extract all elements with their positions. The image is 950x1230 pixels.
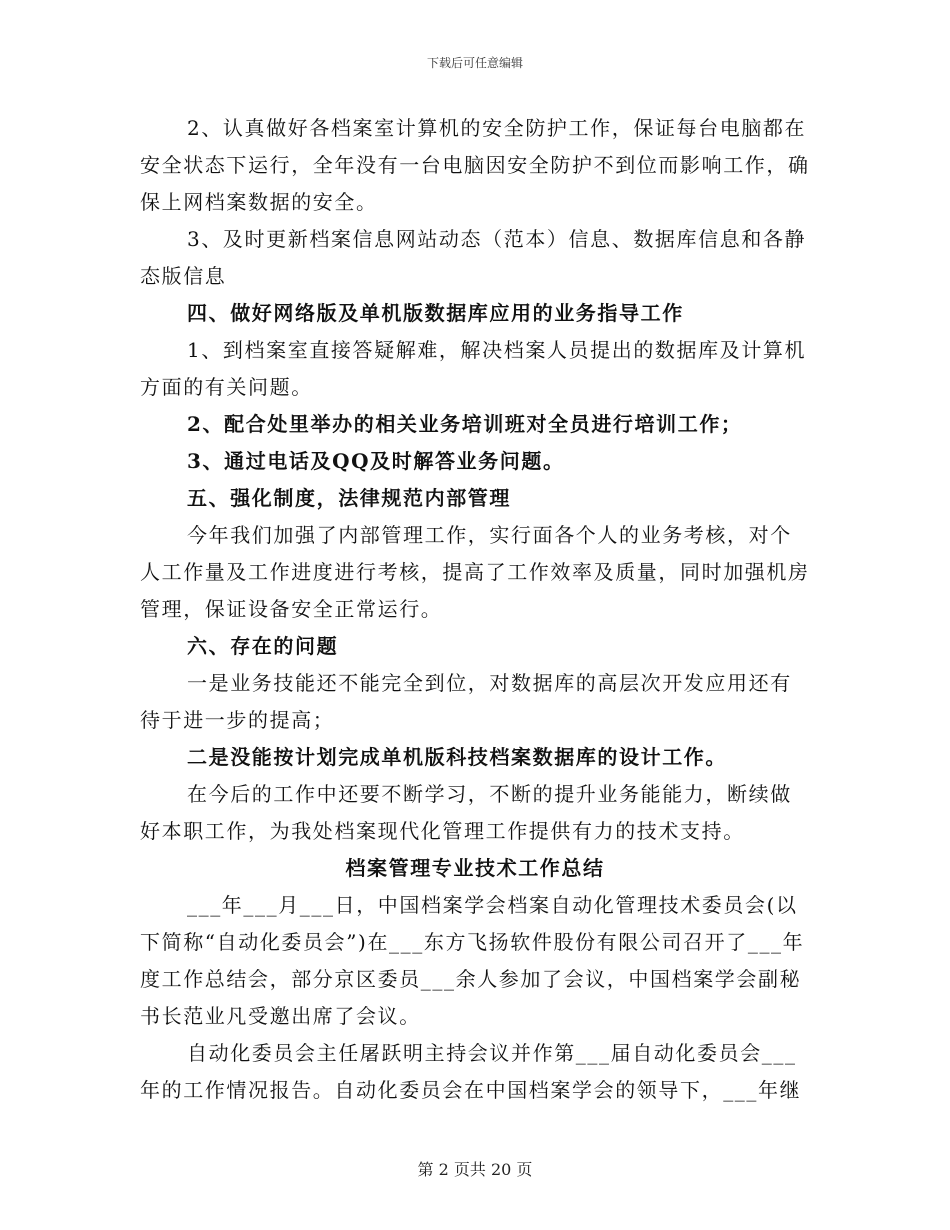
paragraph: 1、到档案室直接答疑解难，解决档案人员提出的数据库及计算机方面的有关问题。 [140,338,807,399]
paragraph: 在今后的工作中还要不断学习，不断的提升业务能能力，断续做好本职工作，为我处档案现代化管理工作提供有力的技术支持。 [140,782,792,843]
paragraph-bold: 二是没能按计划完成单机版科技档案数据库的设计工作。 [187,745,727,769]
paragraph: 今年我们加强了内部管理工作，实行面各个人的业务考核，对个人工作量及工作进度进行考核，提高了工作效率及质量，同时加强机房管理，保证设备安全正常运行。 [140,523,810,621]
section-heading: 五、强化制度，法律规范内部管理 [187,486,511,510]
section-heading: 六、存在的问题 [187,634,339,658]
paragraph: 一是业务技能还不能完全到位，对数据库的高层次开发应用还有待于进一步的提高； [140,671,792,732]
page-footer: 第 2 页共 20 页 [417,1160,533,1179]
paragraph: 3、及时更新档案信息网站动态（范本）信息、数据库信息和各静态版信息 [140,227,807,288]
document-body [140,110,810,1109]
section-heading: 四、做好网络版及单机版数据库应用的业务指导工作 [187,301,684,325]
document-title: 档案管理专业技术工作总结 [345,856,605,880]
page-header: 下载后可任意编辑 [426,56,523,70]
paragraph: 自动化委员会主任屠跃明主持会议并作第___届自动化委员会___年的工作情况报告。自动化委员会在中国档案学会的领导下，___年继 [140,1041,802,1102]
paragraph-bold: 2、配合处里举办的相关业务培训班对全员进行培训工作； [187,412,743,436]
paragraph: ___年___月___日，中国档案学会档案自动化管理技术委员会(以下简称“自动化委员会”)在___东方飞扬软件股份有限公司召开了___年度工作总结会，部分京区委员___余人参加了会议，中国档案学会副秘书长范业凡受邀出席了会议。 [140,893,805,1028]
paragraph: 2、认真做好各档案室计算机的安全防护工作，保证每台电脑都在安全状态下运行，全年没有一台电脑因安全防护不到位而影响工作，确保上网档案数据的安全。 [140,116,810,214]
paragraph-bold: 3、通过电话及QQ及时解答业务问题。 [187,449,565,473]
